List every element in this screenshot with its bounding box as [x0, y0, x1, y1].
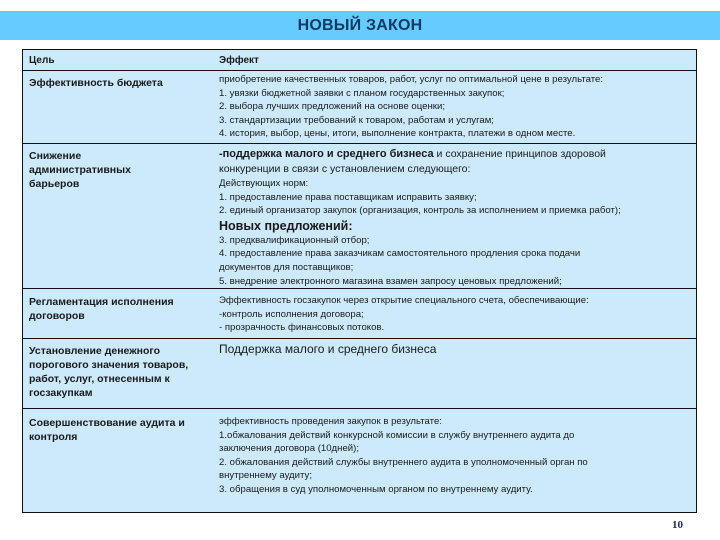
effect-lead-rest: и сохранение принципов здоровой	[433, 148, 606, 160]
effect-bold-lead: -поддержка малого и среднего бизнеса	[219, 148, 434, 160]
effect-line: 1. предоставление права поставщикам исправить заявку;	[219, 191, 477, 203]
header-goal: Цель	[29, 55, 55, 66]
row-goal: Установление денежного порогового значения товаров, работ, услуг, отнесенным к госзакупкам	[29, 345, 189, 399]
table-row	[23, 338, 696, 408]
row-goal: Регламентация исполнения договоров	[29, 296, 174, 322]
effect-line: конкуренции в связи с установлением следующего:	[219, 163, 471, 175]
effect-line: документов для поставщиков;	[219, 261, 354, 273]
row-goal: Совершенствование аудита и контроля	[29, 417, 185, 443]
effect-line: 3. стандартизации требований к товаром, работам и услугам;	[219, 114, 494, 126]
effect-line: 1.обжалования действий конкурсной комиссии в службу внутреннего аудита до	[219, 429, 575, 441]
table-row	[23, 408, 696, 512]
row-effect	[219, 147, 689, 288]
row-effect	[219, 294, 689, 335]
effect-line: 2. обжалования действий службы внутреннего аудита в уполномоченный орган по	[219, 456, 588, 468]
effect-line: приобретение качественных товаров, работ, услуг по оптимальной цене в результате:	[219, 74, 604, 85]
effect-line: 1. увязки бюджетной заявки с планом государственных закупок;	[219, 87, 505, 99]
title-band	[0, 11, 720, 40]
effect-line: 3. обращения в суд уполномоченным органом по внутреннему аудиту.	[219, 483, 533, 495]
effect-line: заключения договора (10дней);	[219, 443, 360, 455]
row-effect	[219, 73, 689, 141]
effect-line: Действующих норм:	[219, 178, 309, 189]
effect-line: 4. предоставление права заказчикам самостоятельного продления срока подачи	[219, 248, 581, 260]
effect-line: внутреннему аудиту;	[219, 470, 312, 482]
effect-line: 5. внедрение электронного магазина взамен запросу ценовых предложений;	[219, 275, 562, 287]
effect-line: 4. история, выбор, цены, итоги, выполнение контракта, платежи в одном месте.	[219, 128, 576, 140]
effect-line: Эффективность госзакупок через открытие специального счета, обеспечивающие:	[219, 295, 589, 306]
table-header-row	[23, 50, 696, 71]
effect-line: 3. предквалификационный отбор;	[219, 234, 370, 246]
row-goal: Снижение административных барьеров	[29, 150, 131, 190]
effect-line: эффективность проведения закупок в результате:	[219, 416, 442, 427]
row-goal: Эффективность бюджета	[29, 77, 163, 89]
effect-text: Поддержка малого и среднего бизнеса	[219, 342, 437, 356]
effect-line: -контроль исполнения договора;	[219, 308, 364, 320]
effect-line: - прозрачность финансовых потоков.	[219, 322, 385, 334]
page-number: 10	[672, 519, 683, 531]
law-table	[22, 49, 697, 513]
effect-line: 2. выбора лучших предложений на основе оценки;	[219, 101, 445, 113]
table-row	[23, 143, 696, 289]
row-effect	[219, 343, 689, 357]
effect-subheading: Новых предложений:	[219, 218, 353, 233]
header-effect: Эффект	[219, 55, 259, 66]
effect-line: 2. единый организатор закупок (организация, контроль за исполнением и приемка работ);	[219, 205, 621, 217]
table-row	[23, 70, 696, 144]
row-effect	[219, 415, 689, 497]
table-row	[23, 288, 696, 339]
page-title: НОВЫЙ ЗАКОН	[297, 16, 423, 34]
